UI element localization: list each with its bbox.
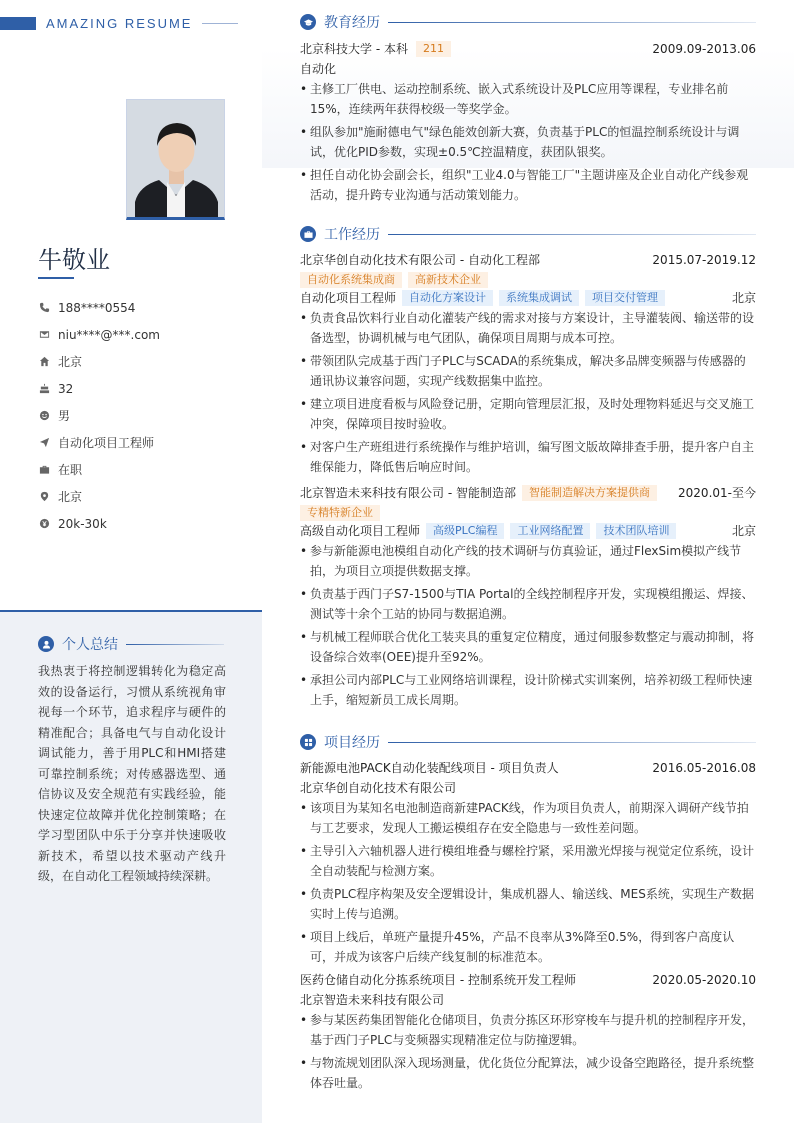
name-underline xyxy=(38,277,74,279)
list-item: • 承担公司内部PLC与工业网络培训课程，设计阶梯式实训案例，培养初级工程师快速上手，缩短新员工成长周期。 xyxy=(300,671,756,710)
role-row xyxy=(300,521,756,541)
list-item: • 负责PLC程序构架及安全逻辑设计，集成机器人、输送线、MES系统，实现生产数据实时上传与追溯。 xyxy=(300,885,756,924)
projects-section-header xyxy=(300,732,756,752)
info-email xyxy=(38,321,160,348)
list-item: • 对客户生产班组进行系统操作与维护培训，编写图文版故障排查手册，提升客户自主维保能力，降低售后响应时间。 xyxy=(300,438,756,477)
job-bullets xyxy=(300,542,756,710)
info-value: 自动化项目工程师 xyxy=(58,436,155,450)
info-value: niu****@***.com xyxy=(58,327,160,342)
contact-info-list xyxy=(38,294,160,537)
project-name: 新能源电池PACK自动化装配线项目 - 项目负责人 xyxy=(300,761,559,775)
send-icon xyxy=(38,437,50,449)
work-title: 工作经历 xyxy=(324,227,380,243)
company-tag: 自动化系统集成商 xyxy=(300,272,402,288)
info-value: 男 xyxy=(58,409,71,423)
info-value: 188****0554 xyxy=(58,300,136,315)
list-item: • 该项目为某知名电池制造商新建PACK线，作为项目负责人，前期深入调研产线节拍与工艺要求，发现人工搬运模组存在安全隐患与一致性差问题。 xyxy=(300,799,756,838)
major: 自动化 xyxy=(300,62,337,76)
job-city: 北京 xyxy=(731,524,756,538)
user-icon xyxy=(38,636,54,652)
job-period: 2015.07-2019.12 xyxy=(652,253,756,267)
section-divider xyxy=(388,234,756,235)
job-entry xyxy=(300,250,756,477)
info-status xyxy=(38,456,160,483)
list-item: • 参与新能源电池模组自动化产线的技术调研与仿真验证，通过FlexSim模拟产线节拍，为项目立项提供数据支撑。 xyxy=(300,542,756,581)
project-company: 北京智造未来科技有限公司 xyxy=(300,993,445,1007)
info-value: 北京 xyxy=(58,490,83,504)
role-title: 自动化项目工程师 xyxy=(300,291,397,305)
company-tags xyxy=(300,505,756,521)
education-section-header xyxy=(300,12,756,32)
skill-tag: 项目交付管理 xyxy=(585,290,665,306)
project-name: 医药仓储自动化分拣系统项目 - 控制系统开发工程师 xyxy=(300,973,576,987)
company-tag: 高新技术企业 xyxy=(408,272,488,288)
section-divider xyxy=(388,22,756,23)
education-header-row xyxy=(300,39,756,59)
education-entry xyxy=(300,39,756,205)
candidate-name: 牛敬业 xyxy=(38,246,110,274)
list-item: • 项目上线后，单班产量提升45%，产品不良率从3%降至0.5%，得到客户高度认可，并成为该客户后续产线复制的标准范本。 xyxy=(300,928,756,967)
list-item: • 组队参加"施耐德电气"绿色能效创新大赛，负责基于PLC的恒温控制系统设计与调试，优化PID参数，实现±0.5℃控温精度，获团队银奖。 xyxy=(300,123,756,162)
info-city xyxy=(38,348,160,375)
briefcase-icon xyxy=(300,226,316,242)
home-icon xyxy=(38,356,50,368)
grid-apps-icon xyxy=(300,734,316,750)
project-period: 2020.05-2020.10 xyxy=(652,973,756,987)
section-divider xyxy=(388,742,756,743)
brand-bar xyxy=(0,17,36,30)
list-item: • 带领团队完成基于西门子PLC与SCADA的系统集成，解决多品牌变频器与传感器的通讯协议兼容问题，实现产线数据集中监控。 xyxy=(300,352,756,391)
brand-header xyxy=(0,16,238,31)
project-period: 2016.05-2016.08 xyxy=(652,761,756,775)
salary-icon xyxy=(38,518,50,530)
list-item: • 与物流规划团队深入现场测量，优化货位分配算法，减少设备空跑路径，提升系统整体吞吐量。 xyxy=(300,1054,756,1093)
list-item: • 负责食品饮料行业自动化灌装产线的需求对接与方案设计，主导灌装阀、输送带的设备选型，协调机械与电气团队，确保项目周期与成本可控。 xyxy=(300,309,756,348)
list-item: • 与机械工程师联合优化工装夹具的重复定位精度，通过伺服参数整定与震动抑制，将设备综合效率(OEE)提升至92%。 xyxy=(300,628,756,667)
section-divider xyxy=(126,644,224,645)
gender-icon xyxy=(38,410,50,422)
company-tags xyxy=(300,272,756,288)
info-position xyxy=(38,429,160,456)
education-title: 教育经历 xyxy=(324,15,380,31)
location-pin-icon xyxy=(38,491,50,503)
info-value: 北京 xyxy=(58,355,83,369)
job-city: 北京 xyxy=(731,291,756,305)
project-bullets xyxy=(300,1011,756,1093)
project-header-row xyxy=(300,970,756,990)
skill-tag: 自动化方案设计 xyxy=(402,290,493,306)
skill-tag: 工业网络配置 xyxy=(510,523,590,539)
company-name: 北京华创自动化技术有限公司 - 自动化工程部 xyxy=(300,253,540,267)
job-header-row xyxy=(300,250,756,270)
school-name: 北京科技大学 - 本科 xyxy=(300,42,408,56)
summary-text: 我热衷于将控制逻辑转化为稳定高效的设备运行，习惯从系统视角审视每一个环节，追求程序与硬件的精准配合；具备电气与自动化设计调试能力，善于用PLC和HMI搭建可靠控制系统；对传感器选型、通信协议及安全规范有实践经验，能快速定位故障并优化控制策略；在学习型团队中乐于分享并快速吸收新技术，希望以技术驱动产线升级，在自动化工程领域持续深耕。 xyxy=(38,664,226,883)
summary-section-header xyxy=(38,634,224,654)
job-header-row xyxy=(300,483,756,503)
info-target-city xyxy=(38,483,160,510)
project-entry xyxy=(300,758,756,967)
list-item: • 担任自动化协会副会长，组织"工业4.0与智能工厂"主题讲座及企业自动化产线参观活动，提升跨专业沟通与活动策划能力。 xyxy=(300,166,756,205)
project-entry xyxy=(300,970,756,1093)
role-row xyxy=(300,288,756,308)
phone-icon xyxy=(38,302,50,314)
birthday-cake-icon xyxy=(38,383,50,395)
job-period: 2020.01-至今 xyxy=(678,486,756,500)
list-item: • 主导引入六轴机器人进行模组堆叠与螺栓拧紧，采用激光焊接与视觉定位系统，设计全自动装配与检测方案。 xyxy=(300,842,756,881)
school-tag: 211 xyxy=(416,41,451,57)
summary-title: 个人总结 xyxy=(62,637,118,653)
company-name: 北京智造未来科技有限公司 - 智能制造部 xyxy=(300,486,516,500)
company-tag: 专精特新企业 xyxy=(300,505,380,521)
education-period: 2009.09-2013.06 xyxy=(652,42,756,56)
info-gender xyxy=(38,402,160,429)
job-bullets xyxy=(300,309,756,477)
briefcase-icon xyxy=(38,464,50,476)
company-tag: 智能制造解决方案提供商 xyxy=(522,485,657,501)
skill-tag: 系统集成调试 xyxy=(499,290,579,306)
projects-title: 项目经历 xyxy=(324,735,380,751)
project-header-row xyxy=(300,758,756,778)
skill-tag: 高级PLC编程 xyxy=(426,523,504,539)
info-salary xyxy=(38,510,160,537)
email-icon xyxy=(38,329,50,341)
role-title: 高级自动化项目工程师 xyxy=(300,524,421,538)
info-value: 20k-30k xyxy=(58,516,107,531)
brand-title: AMAZING RESUME xyxy=(46,16,193,31)
skill-tag: 技术团队培训 xyxy=(596,523,676,539)
work-section-header xyxy=(300,224,756,244)
person-portrait-icon xyxy=(127,100,225,220)
list-item: • 建立项目进度看板与风险登记册，定期向管理层汇报，及时处理物料延迟与交叉施工冲突，保障项目按时验收。 xyxy=(300,395,756,434)
profile-photo xyxy=(126,99,225,220)
list-item: • 主修工厂供电、运动控制系统、嵌入式系统设计及PLC应用等课程，专业排名前15%，连续两年获得校级一等奖学金。 xyxy=(300,80,756,119)
info-value: 32 xyxy=(58,381,74,396)
list-item: • 负责基于西门子S7-1500与TIA Portal的全线控制程序开发，实现模组搬运、焊接、测试等十余个工站的协同与数据追溯。 xyxy=(300,585,756,624)
graduation-cap-icon xyxy=(300,14,316,30)
project-company: 北京华创自动化技术有限公司 xyxy=(300,781,457,795)
info-value: 在职 xyxy=(58,463,83,477)
job-entry xyxy=(300,483,756,710)
project-bullets xyxy=(300,799,756,967)
info-age xyxy=(38,375,160,402)
list-item: • 参与某医药集团智能化仓储项目，负责分拣区环形穿梭车与提升机的控制程序开发，基于西门子PLC与变频器实现精准定位与防撞逻辑。 xyxy=(300,1011,756,1050)
info-phone xyxy=(38,294,160,321)
brand-divider xyxy=(202,23,238,24)
education-bullets xyxy=(300,80,756,205)
